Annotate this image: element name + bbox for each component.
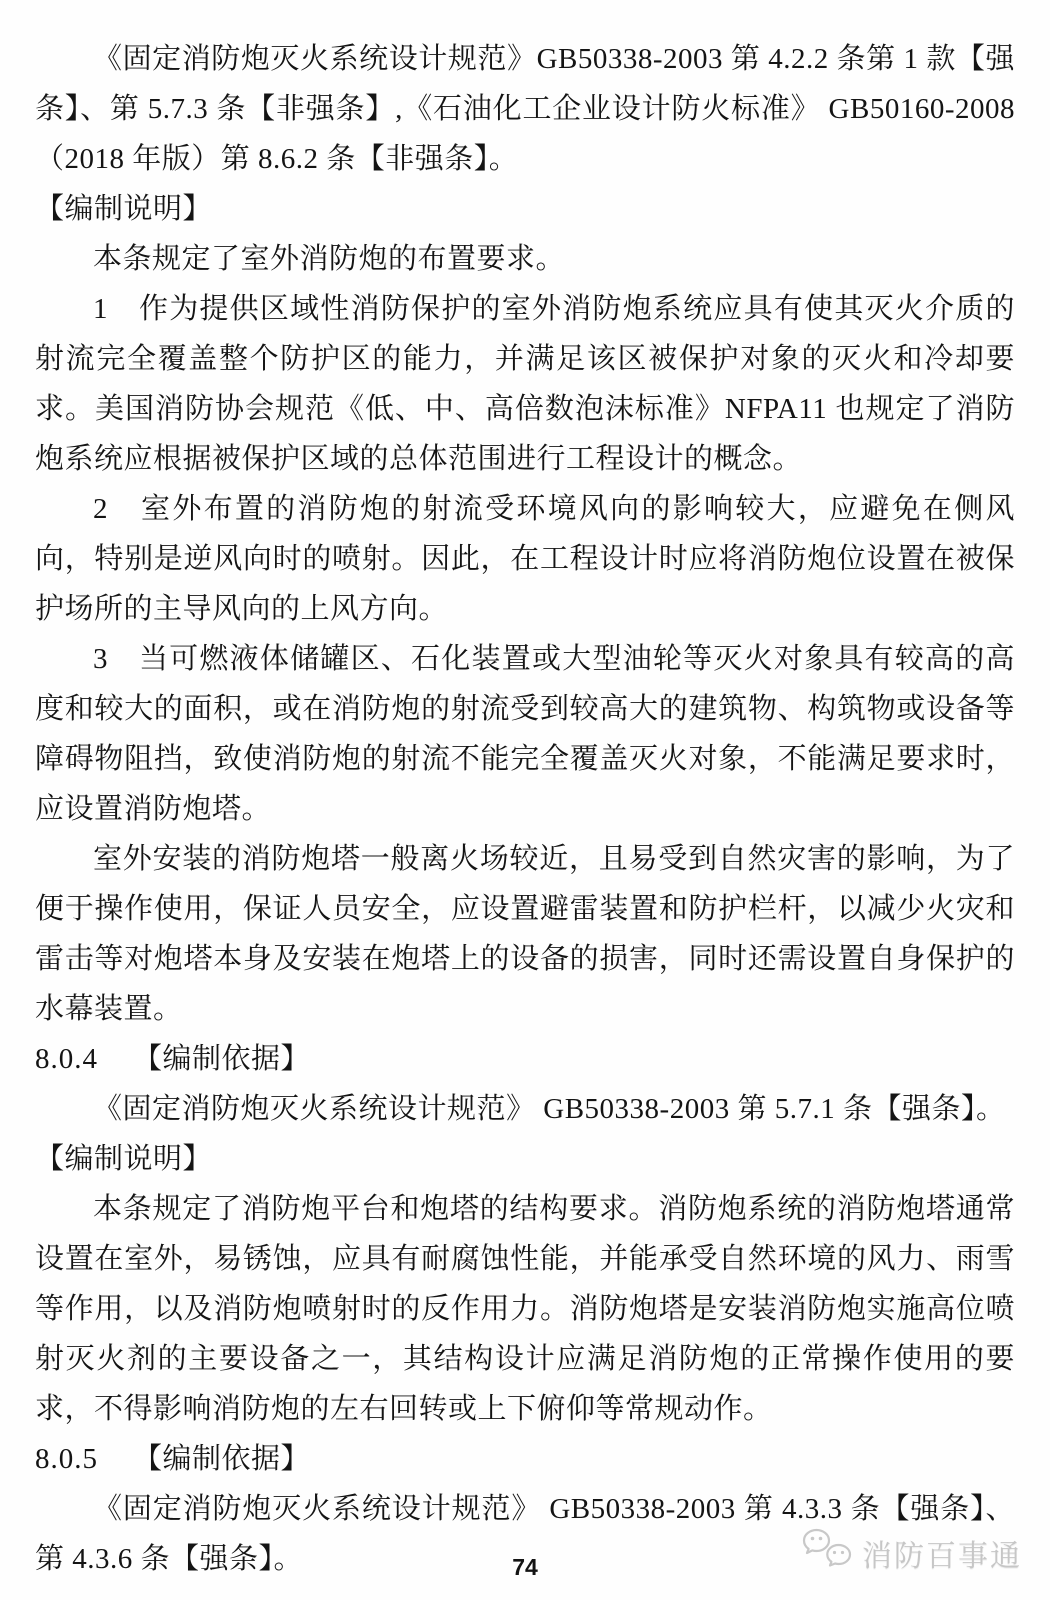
paragraph-basis-reference: 《固定消防炮灭火系统设计规范》 GB50338-2003 第 5.7.1 条【强条】。 (93, 1093, 1006, 1125)
section-heading-8-0-5 (35, 1434, 1015, 1484)
paragraph-basis-reference: 《固定消防炮灭火系统设计规范》 GB50338-2003 第 4.3.3 条【强条】、第 4.3.6 条【强条】。 (35, 1493, 1015, 1575)
paragraph-item-1: 1 作为提供区域性消防保护的室外消防炮系统应具有使其灭火介质的射流完全覆盖整个防护区的能力，并满足该区被保护对象的灭火和冷却要求。美国消防协会规范《低、中、高倍数泡沫标准》NFPA11 也规定了消防炮系统应根据被保护区域的总体范围进行工程设计的概念。 (35, 293, 1015, 475)
section-number: 8.0.5 (35, 1443, 98, 1475)
paragraph-body: 本条规定了消防炮平台和炮塔的结构要求。消防炮系统的消防炮塔通常设置在室外，易锈蚀，应具有耐腐蚀性能，并能承受自然环境的风力、雨雪等作用，以及消防炮喷射时的反作用力。消防炮塔是安装消防炮实施高位喷射灭火剂的主要设备之一，其结构设计应满足消防炮的正常操作使用的要求，不得影响消防炮的左右回转或上下俯仰等常规动作。 (35, 1193, 1015, 1425)
watermark-text: 消防百事通 (862, 1540, 1022, 1573)
label-compilation-notes: 【编制说明】 (35, 1143, 213, 1175)
section-number: 8.0.4 (35, 1043, 98, 1075)
section-label-compilation-basis: 【编制依据】 (133, 1443, 311, 1475)
section-heading-8-0-4 (35, 1034, 1015, 1084)
paragraph-body: 室外安装的消防炮塔一般离火场较近，且易受到自然灾害的影响，为了便于操作使用，保证人员安全，应设置避雷装置和防护栏杆，以减少火灾和雷击等对炮塔本身及安装在炮塔上的设备的损害，同时还需设置自身保护的水幕装置。 (35, 843, 1015, 1025)
paragraph-item-2: 2 室外布置的消防炮的射流受环境风向的影响较大，应避免在侧风向，特别是逆风向时的喷射。因此，在工程设计时应将消防炮位设置在被保护场所的主导风向的上风方向。 (35, 493, 1015, 625)
section-label-compilation-basis: 【编制依据】 (133, 1043, 311, 1075)
paragraph-basis-references: 《固定消防炮灭火系统设计规范》GB50338-2003 第 4.2.2 条第 1 款【强条】、第 5.7.3 条【非强条】,《石油化工企业设计防火标准》 GB50160-2008（2018 年版）第 8.6.2 条【非强条】。 (35, 43, 1015, 175)
label-compilation-notes: 【编制说明】 (35, 193, 213, 225)
paragraph-body: 本条规定了室外消防炮的布置要求。 (93, 243, 566, 275)
paragraph-item-3: 3 当可燃液体储罐区、石化装置或大型油轮等灭火对象具有较高的高度和较大的面积，或在消防炮的射流受到较高大的建筑物、构筑物或设备等障碍物阻挡，致使消防炮的射流不能完全覆盖灭火对象，不能满足要求时，应设置消防炮塔。 (35, 643, 1015, 825)
document-body (35, 34, 1015, 1584)
page-number: 74 (512, 1554, 538, 1580)
